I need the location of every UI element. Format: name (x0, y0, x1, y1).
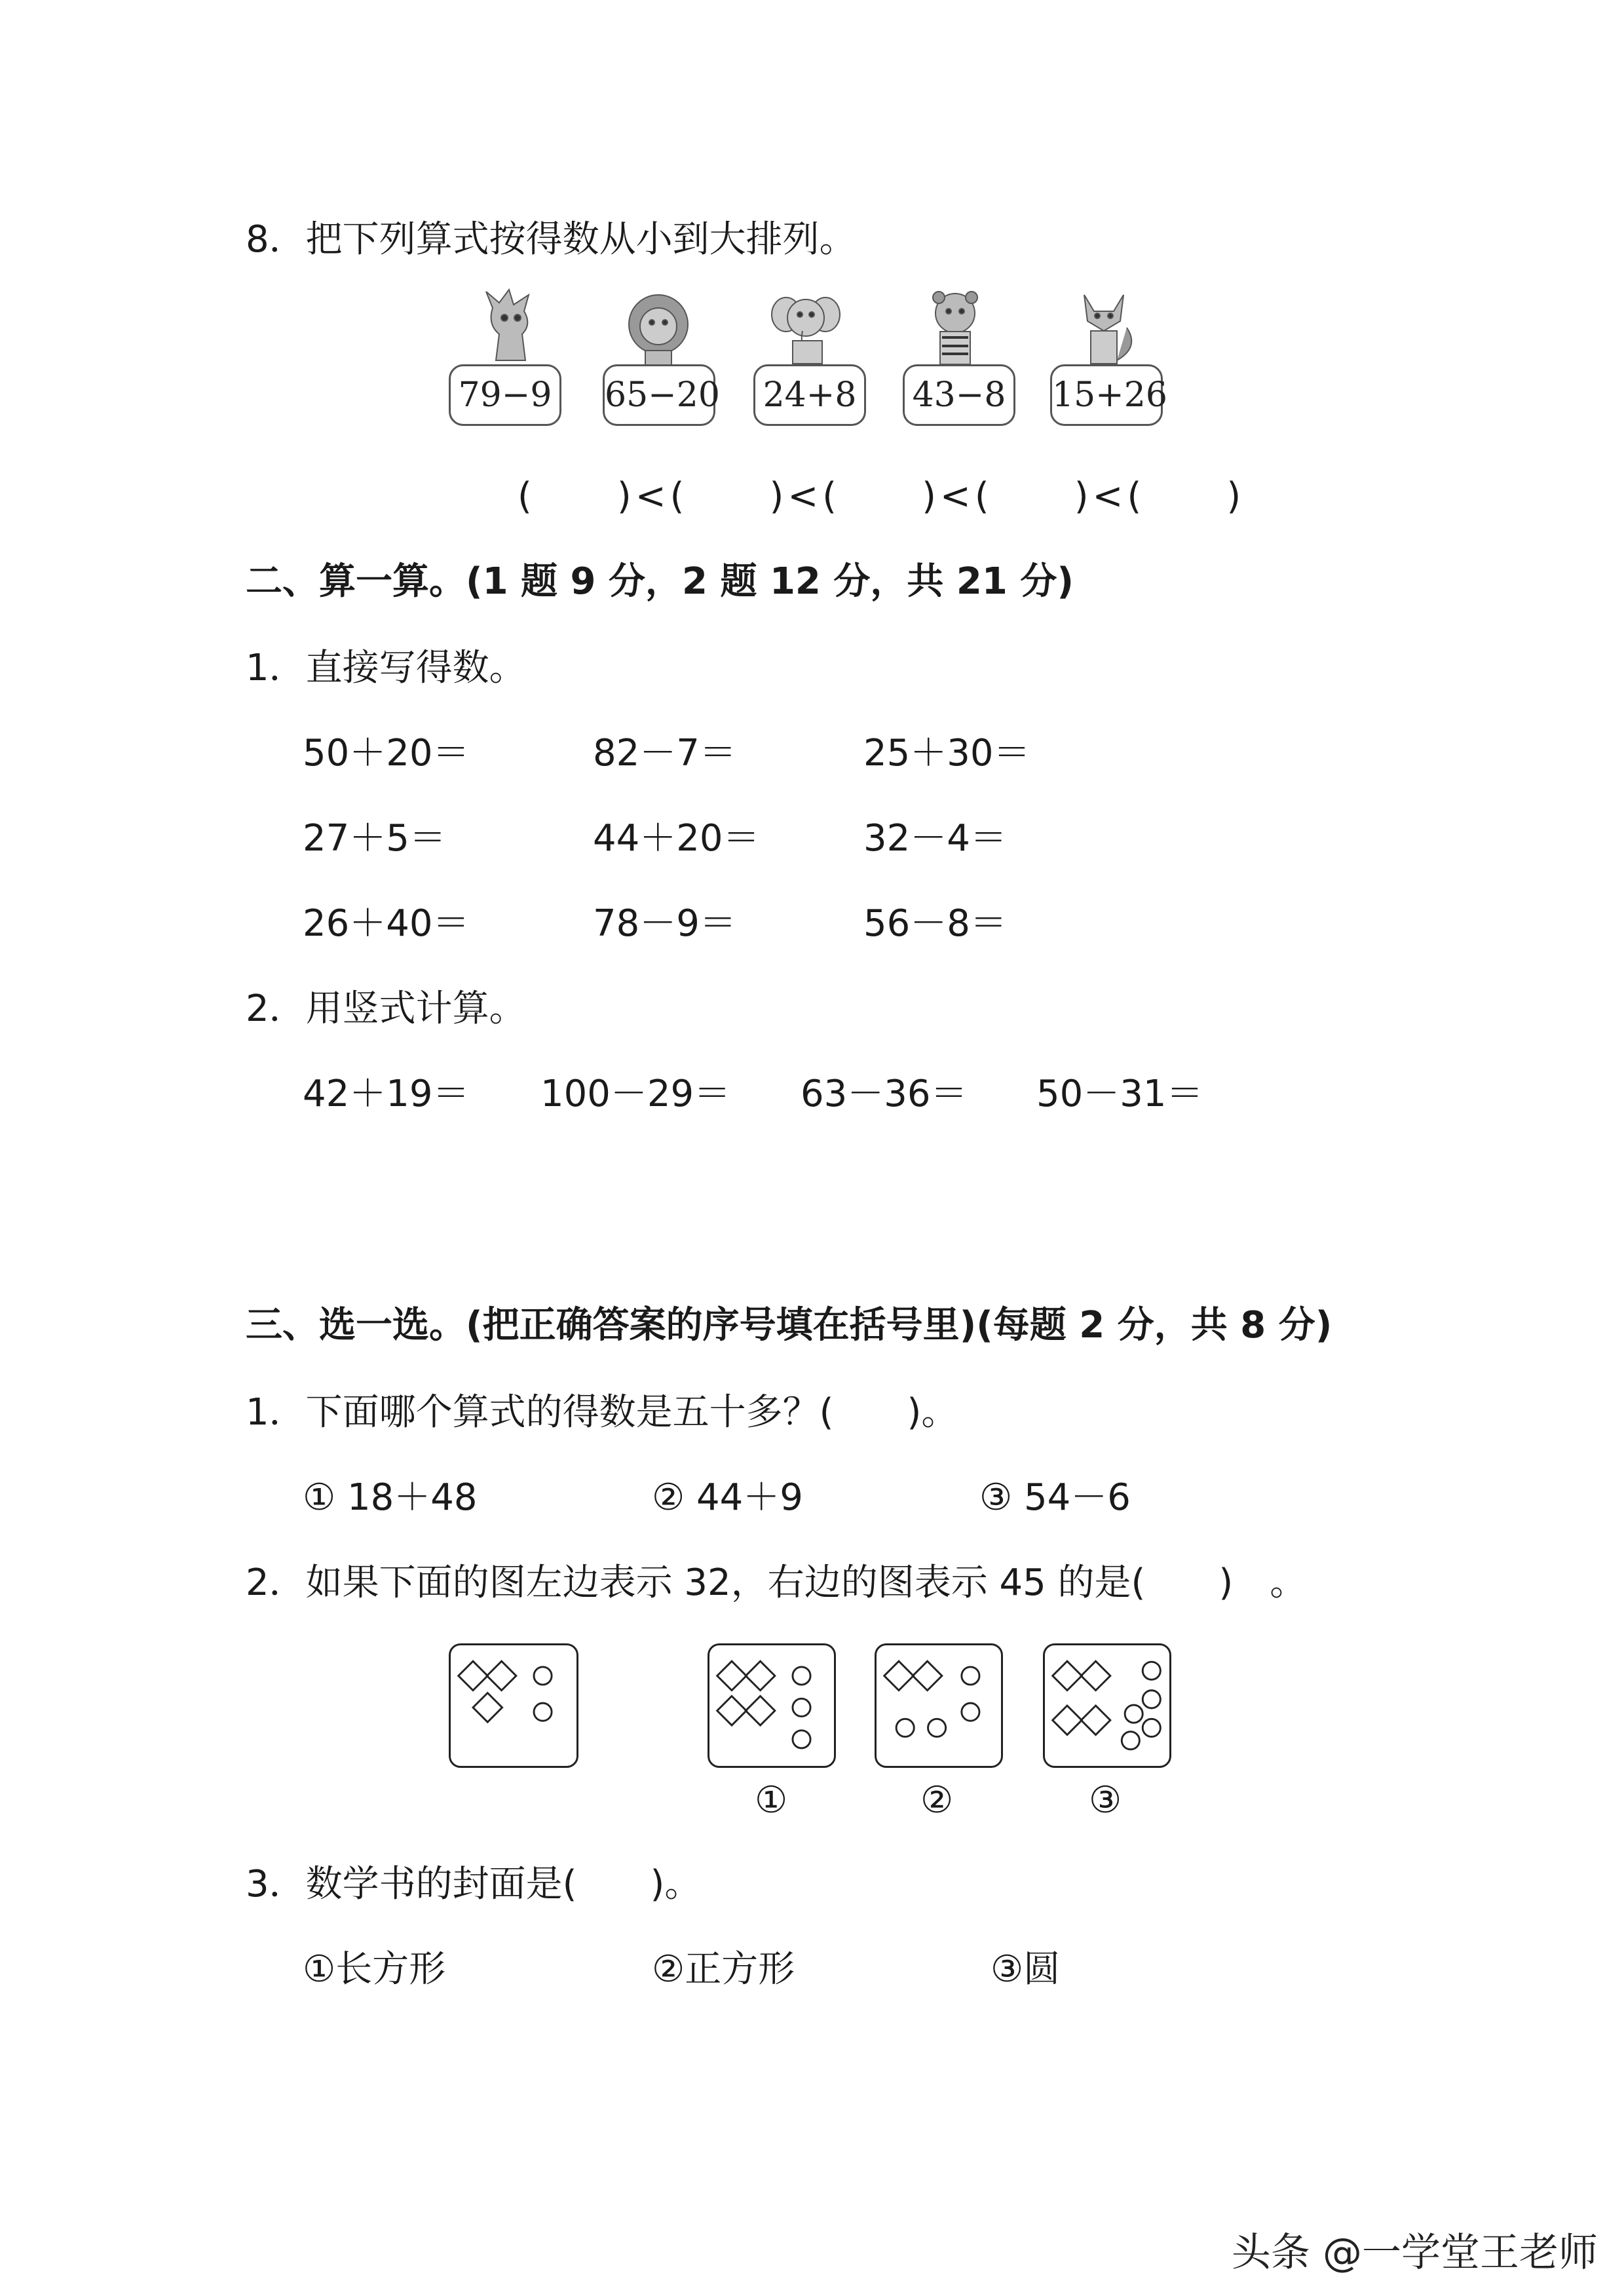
lion-icon (616, 288, 701, 367)
dragon-icon (466, 288, 552, 367)
vertical-calc-item: 100－29＝ (540, 1073, 731, 1115)
s3-q1-title: 1．下面哪个算式的得数是五十多？( )。 (246, 1391, 958, 1434)
vertical-calc-item: 42＋19＝ (303, 1073, 470, 1115)
vertical-calc-item: 50－31＝ (1036, 1073, 1203, 1115)
choice-option: ②正方形 (652, 1948, 795, 1991)
choice-option: ①长方形 (303, 1948, 446, 1991)
option-label-3: ③ (1089, 1779, 1122, 1822)
expression-card: 24+8 (753, 364, 866, 426)
option-figure-1[interactable] (708, 1643, 836, 1768)
watermark: 头条 @一学堂王老师 (1231, 2230, 1598, 2276)
section-2-heading: 二、算一算。(1 题 9 分，2 题 12 分，共 21 分) (246, 560, 1074, 603)
choice-option: ③圆 (991, 1948, 1061, 1991)
calc-item: 26＋40＝ (303, 902, 470, 945)
calc-item: 27＋5＝ (303, 817, 446, 860)
calc-item: 50＋20＝ (303, 732, 470, 775)
option-label-1: ① (755, 1779, 788, 1822)
expression-card: 15+26 (1050, 364, 1163, 426)
s3-q2-title: 2．如果下面的图左边表示 32，右边的图表示 45 的是( ) 。 (246, 1561, 1307, 1604)
calc-item: 82－7＝ (593, 732, 736, 775)
expression-card: 65−20 (603, 364, 715, 426)
calc-item: 56－8＝ (863, 902, 1007, 945)
calc-item: 32－4＝ (863, 817, 1007, 860)
calc-item: 25＋30＝ (863, 732, 1030, 775)
option-figure-2[interactable] (875, 1643, 1003, 1768)
q1-title: 1．直接写得数。 (246, 647, 526, 689)
calc-item: 44＋20＝ (593, 817, 760, 860)
expression-card: 79−9 (449, 364, 561, 426)
vertical-calc-item: 63－36＝ (801, 1073, 968, 1115)
calc-item: 78－9＝ (593, 902, 736, 945)
reference-figure (449, 1643, 578, 1768)
choice-option: ② 44＋9 (652, 1476, 803, 1519)
fox-icon (1061, 288, 1146, 367)
elephant-icon (763, 288, 848, 367)
expression-card: 43−8 (903, 364, 1015, 426)
s3-q3-title: 3．数学书的封面是( )。 (246, 1863, 702, 1905)
choice-option: ① 18＋48 (303, 1476, 478, 1519)
section-3-heading: 三、选一选。(把正确答案的序号填在括号里)(每题 2 分，共 8 分) (246, 1304, 1332, 1347)
tiger-icon (913, 288, 998, 367)
choice-option: ③ 54－6 (979, 1476, 1131, 1519)
option-figure-3[interactable] (1043, 1643, 1171, 1768)
q8-title: 8．把下列算式按得数从小到大排列。 (246, 218, 856, 261)
q2-title: 2．用竖式计算。 (246, 987, 526, 1030)
order-answer-line[interactable]: ( )<( )<( )<( )<( ) (518, 475, 1245, 518)
option-label-2: ② (920, 1779, 954, 1822)
